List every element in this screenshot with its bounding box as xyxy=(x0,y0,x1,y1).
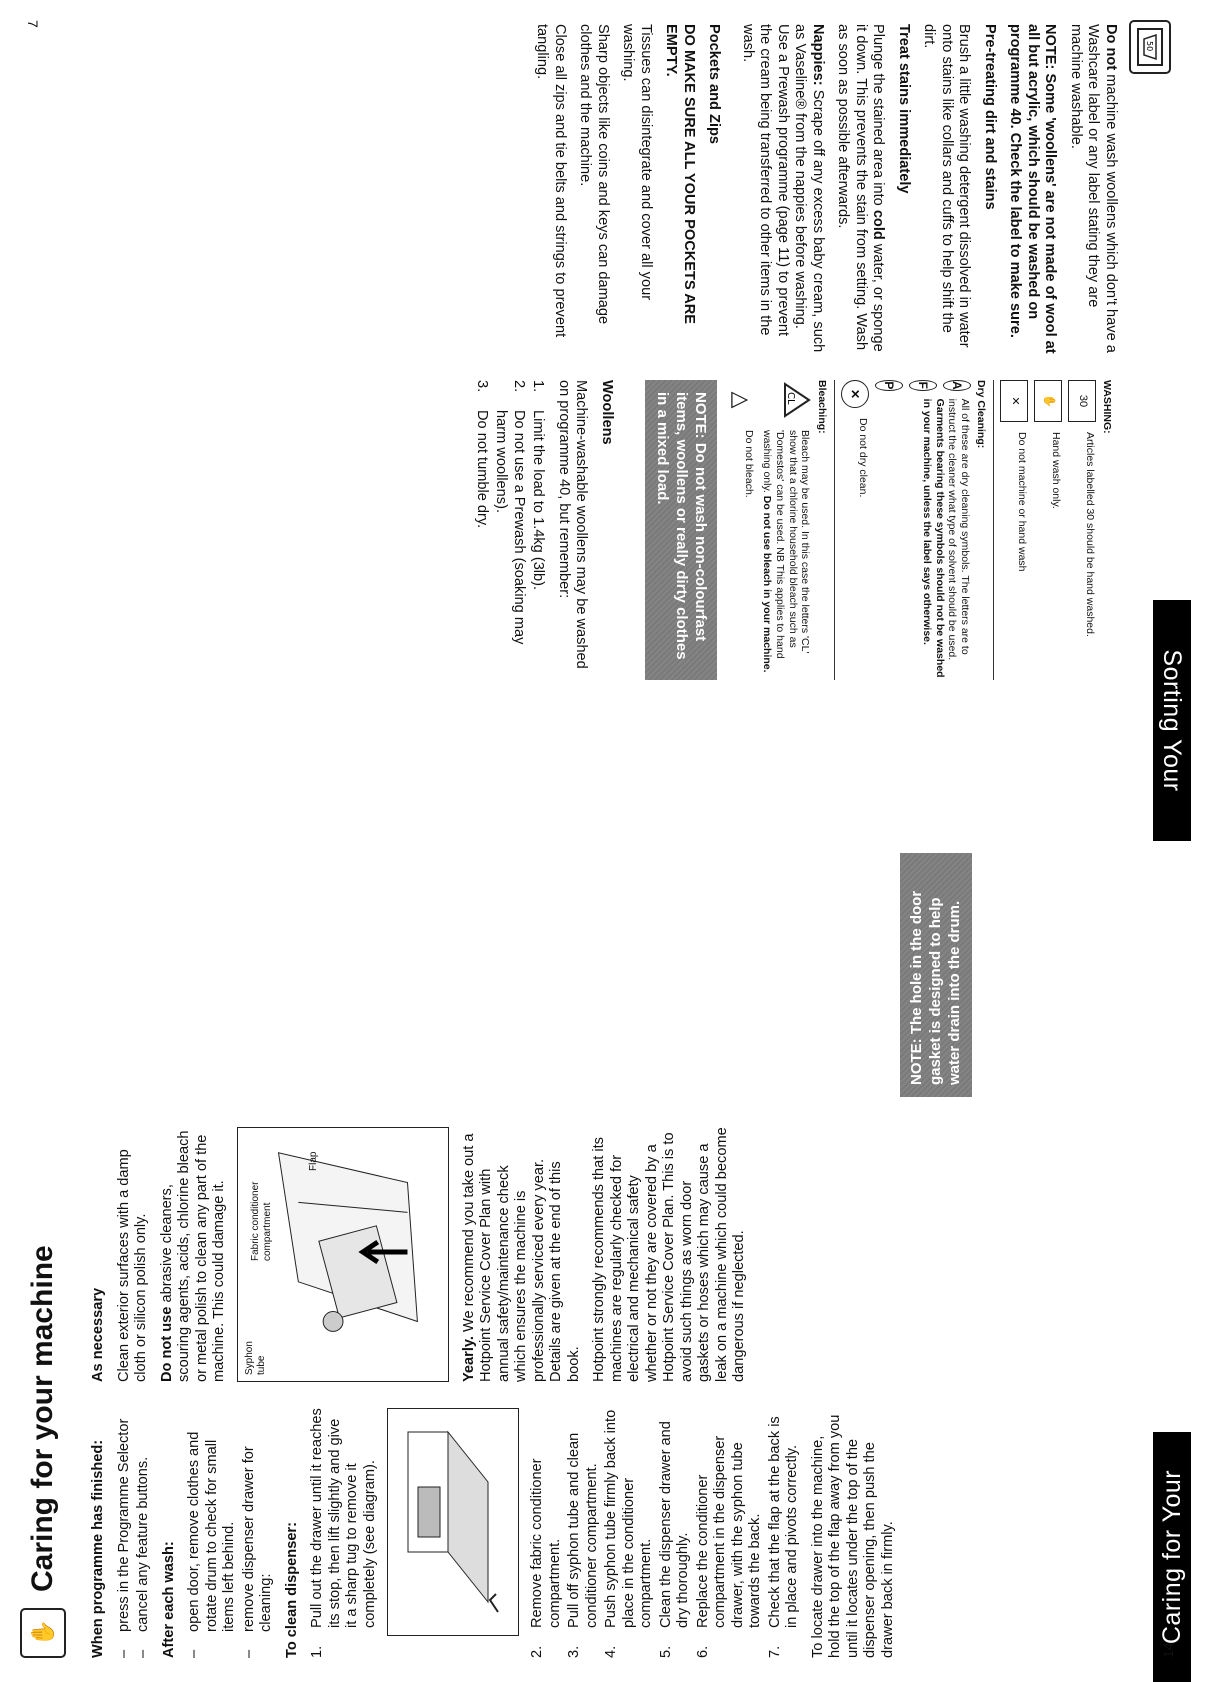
mixed-load-note: NOTE: Do not wash non-colourfast items, woollens or really dirty clothes in a mixed load. xyxy=(645,380,717,680)
page-title: Caring for your machine xyxy=(26,1245,59,1592)
door-gasket-note: NOTE: The hole in the door gasket is designed to help water drain into the drum. xyxy=(900,853,972,1097)
list-item: – open door, remove clothes and rotate drum to check for small items left behind. xyxy=(186,1431,237,1658)
list-item: 3. Do not tumble dry. xyxy=(473,380,490,529)
section-header-sorting: Sorting Your Laundry xyxy=(1153,600,1191,841)
page-title-row xyxy=(20,1245,66,1658)
wash3-text: Do not machine or hand wash xyxy=(1016,432,1029,572)
wash-30-icon: 30 xyxy=(1068,380,1096,422)
page-number-7: 7 xyxy=(25,20,41,28)
list-item: 7. Check that the flap at the back is in place and pivots correctly. xyxy=(766,1416,800,1658)
list-item: 6. Replace the conditioner compartment in the dispenser drawer, with the syphon tube towards the back. xyxy=(694,1435,763,1658)
dry-clean-a-icon: A xyxy=(943,380,971,391)
dry-warning: Garments bearing these symbols should not be washed in your machine, unless the label says otherwise. xyxy=(921,398,946,678)
sharp-objects-text: Sharp objects like coins and keys can damage clothes and the machine. xyxy=(577,24,611,325)
hand-wash-icon: ✋ xyxy=(1034,380,1062,422)
after-wash-heading: After each wash: xyxy=(160,1541,177,1658)
bleach-no-text: Do not bleach. xyxy=(742,430,755,498)
list-item: 1. Pull out the drawer until it reaches its stop, then lift slightly and give it a sharp tug to remove it completely (see diagram). xyxy=(309,1408,378,1658)
after-wash-list xyxy=(186,1408,276,1658)
zips-text: Close all zips and tie belts and strings to prevent tangling. xyxy=(534,24,568,338)
pockets-warning: DO MAKE SURE ALL YOUR POCKETS ARE EMPTY. xyxy=(663,24,697,325)
hotpoint-text: Hotpoint strongly recommends that its machines are regularly checked for electrical and mechanical safety whether or not they are covered by a Hotpoint Service Cover Plan. This is to avoid such things as worn door gaskets or hoses which may cause a leak on a machine which could become dangerous if neglected. xyxy=(591,1127,747,1382)
programme-finished-list xyxy=(116,1408,153,1658)
list-item: 2. Remove fabric conditioner compartment. xyxy=(529,1458,563,1658)
clean-dispenser-step1 xyxy=(309,1408,379,1658)
treat-heading: Treat stains immediately xyxy=(896,24,912,194)
pretreat-text: Brush a little washing detergent dissolved in water onto stains like collars and cuffs to help shift the dirt. xyxy=(921,24,973,348)
wash2-text: Hand wash only. xyxy=(1050,432,1063,509)
dry-no-text: Do not dry clean. xyxy=(856,418,869,498)
page-number-14: 14 xyxy=(1160,1642,1176,1658)
no-bleach-icon: △ xyxy=(729,391,755,409)
list-item: 2. Do not use a Prewash (soaking may harm woollens). xyxy=(493,380,527,645)
as-necessary-text: Clean exterior surfaces with a damp cloth or silicon polish only. xyxy=(115,1149,149,1382)
dry-clean-f-icon: F xyxy=(909,380,937,391)
page-14 xyxy=(0,841,1224,1682)
page7-column-left xyxy=(525,24,1119,354)
list-item: – press in the Programme Selector xyxy=(115,1418,132,1658)
page-7 xyxy=(0,0,1191,841)
nappies-text: Nappies: Scrape off any excess baby cream, such as Vaseline® from the nappies before washing. Use a Prewash programme (page 11) to prevent the cream being transferred to other items in the wash. xyxy=(740,24,826,353)
symbol-row-bleach-cl xyxy=(761,380,811,680)
do-not-use-text: Do not use abrasive cleaners, scouring agents, acids, chlorine bleach or metal polish to clean any part of the machine. This could damage it. xyxy=(158,1130,227,1382)
locate-drawer-text: To locate drawer into the machine, hold the top of the flap away from you until it locates under the top of the dispenser opening, then push the drawer back in firmly. xyxy=(809,1414,896,1658)
syphon-diagram xyxy=(237,1127,449,1382)
woollens-warning: Do not machine wash woollens which don't have a Washcare label or any label stating they are machine washable. xyxy=(1068,24,1119,353)
page14-column-2 xyxy=(90,1127,757,1382)
symbol-row-no-bleach xyxy=(727,380,755,680)
flap-label: Flap xyxy=(307,1151,319,1171)
dry-cleaning-heading: Dry Cleaning: xyxy=(975,380,988,449)
machine-50-icon xyxy=(1129,20,1171,74)
symbol-row-no-dry-clean xyxy=(841,380,869,680)
treat-text: Plunge the stained area into cold water, or sponge it down. This prevents the stain from setting. Wash as soon as possible afterwards. xyxy=(835,24,887,352)
clean-dispenser-steps xyxy=(529,1408,802,1658)
dry-clean-p-icon: P xyxy=(875,380,903,391)
yearly-text: Yearly. We recommend you take out a Hotpoint Service Cover Plan with annual safety/maintenance check which ensures the machine is professionally serviced every year. Details are given at the end of this book. xyxy=(460,1133,582,1382)
page7-column-right xyxy=(464,380,1119,680)
symbol-row-hand xyxy=(1034,380,1062,680)
woollens-text: Machine-washable woollens may be washed on programme 40, but remember: xyxy=(555,380,590,669)
page14-column-1 xyxy=(90,1408,905,1658)
wash1-text: Articles labelled 30 should be hand washed. xyxy=(1084,432,1097,637)
tissues-text: Tissues can disintegrate and cover all your washing. xyxy=(620,24,654,301)
list-item: 1. Limit the load to 1.4kg (3lb). xyxy=(530,380,547,591)
pretreat-heading: Pre-treating dirt and stains xyxy=(982,24,998,210)
acrylic-note: NOTE: Some 'woollens' are not made of wool at all but acrylic, which should be washed on programme 40. Check the label to make sure. xyxy=(1007,24,1059,354)
dry-text: All of these are dry cleaning symbols. The letters are to instruct the cleaner what type of solvent should be used. xyxy=(946,398,971,661)
list-item: 3. Pull off syphon tube and clean conditioner compartment. xyxy=(566,1432,600,1658)
syphon-label: Syphon tube xyxy=(243,1341,267,1375)
bleaching-heading: Bleaching: xyxy=(815,380,828,434)
no-dry-clean-icon: ✕ xyxy=(841,380,869,408)
section-header-caring: Caring for Your Machine xyxy=(1153,1432,1191,1682)
list-item: – remove dispenser drawer for cleaning: xyxy=(240,1446,274,1658)
washing-heading: WASHING: xyxy=(1101,380,1113,434)
as-necessary-heading: As necessary xyxy=(90,1287,106,1382)
woollens-heading: Woollens xyxy=(598,380,615,445)
svg-text:50: 50 xyxy=(1145,41,1154,52)
symbol-row-no-wash xyxy=(1000,380,1028,680)
list-item: – cancel any feature buttons. xyxy=(135,1456,151,1658)
bleach-text: Bleach may be used. In this case the letters 'CL' show that a chlorine household bleach such as 'Domestos' can be used. NB This applies to hand washing only. Do not use bleach in your machine. xyxy=(761,430,812,673)
no-wash-icon: ✕ xyxy=(1000,380,1028,422)
list-item: 4. Push syphon tube firmly back into place in the conditioner compartment. xyxy=(603,1409,654,1658)
clean-dispenser-heading: To clean dispenser: xyxy=(283,1522,300,1658)
symbol-row-30 xyxy=(1068,380,1096,680)
cleaning-hand-icon: ✋ xyxy=(20,1608,66,1658)
programme-finished-heading: When programme has finished: xyxy=(90,1439,106,1658)
fabric-label: Fabric conditioner compartment xyxy=(249,1181,273,1261)
woollens-list xyxy=(472,380,546,680)
bleach-cl-icon xyxy=(783,380,811,420)
svg-text:CL: CL xyxy=(785,392,797,405)
pockets-heading: Pockets and Zips xyxy=(706,24,723,145)
drawer-diagram xyxy=(387,1408,519,1636)
list-item: 5. Clean the dispenser drawer and dry thoroughly. xyxy=(657,1421,691,1658)
